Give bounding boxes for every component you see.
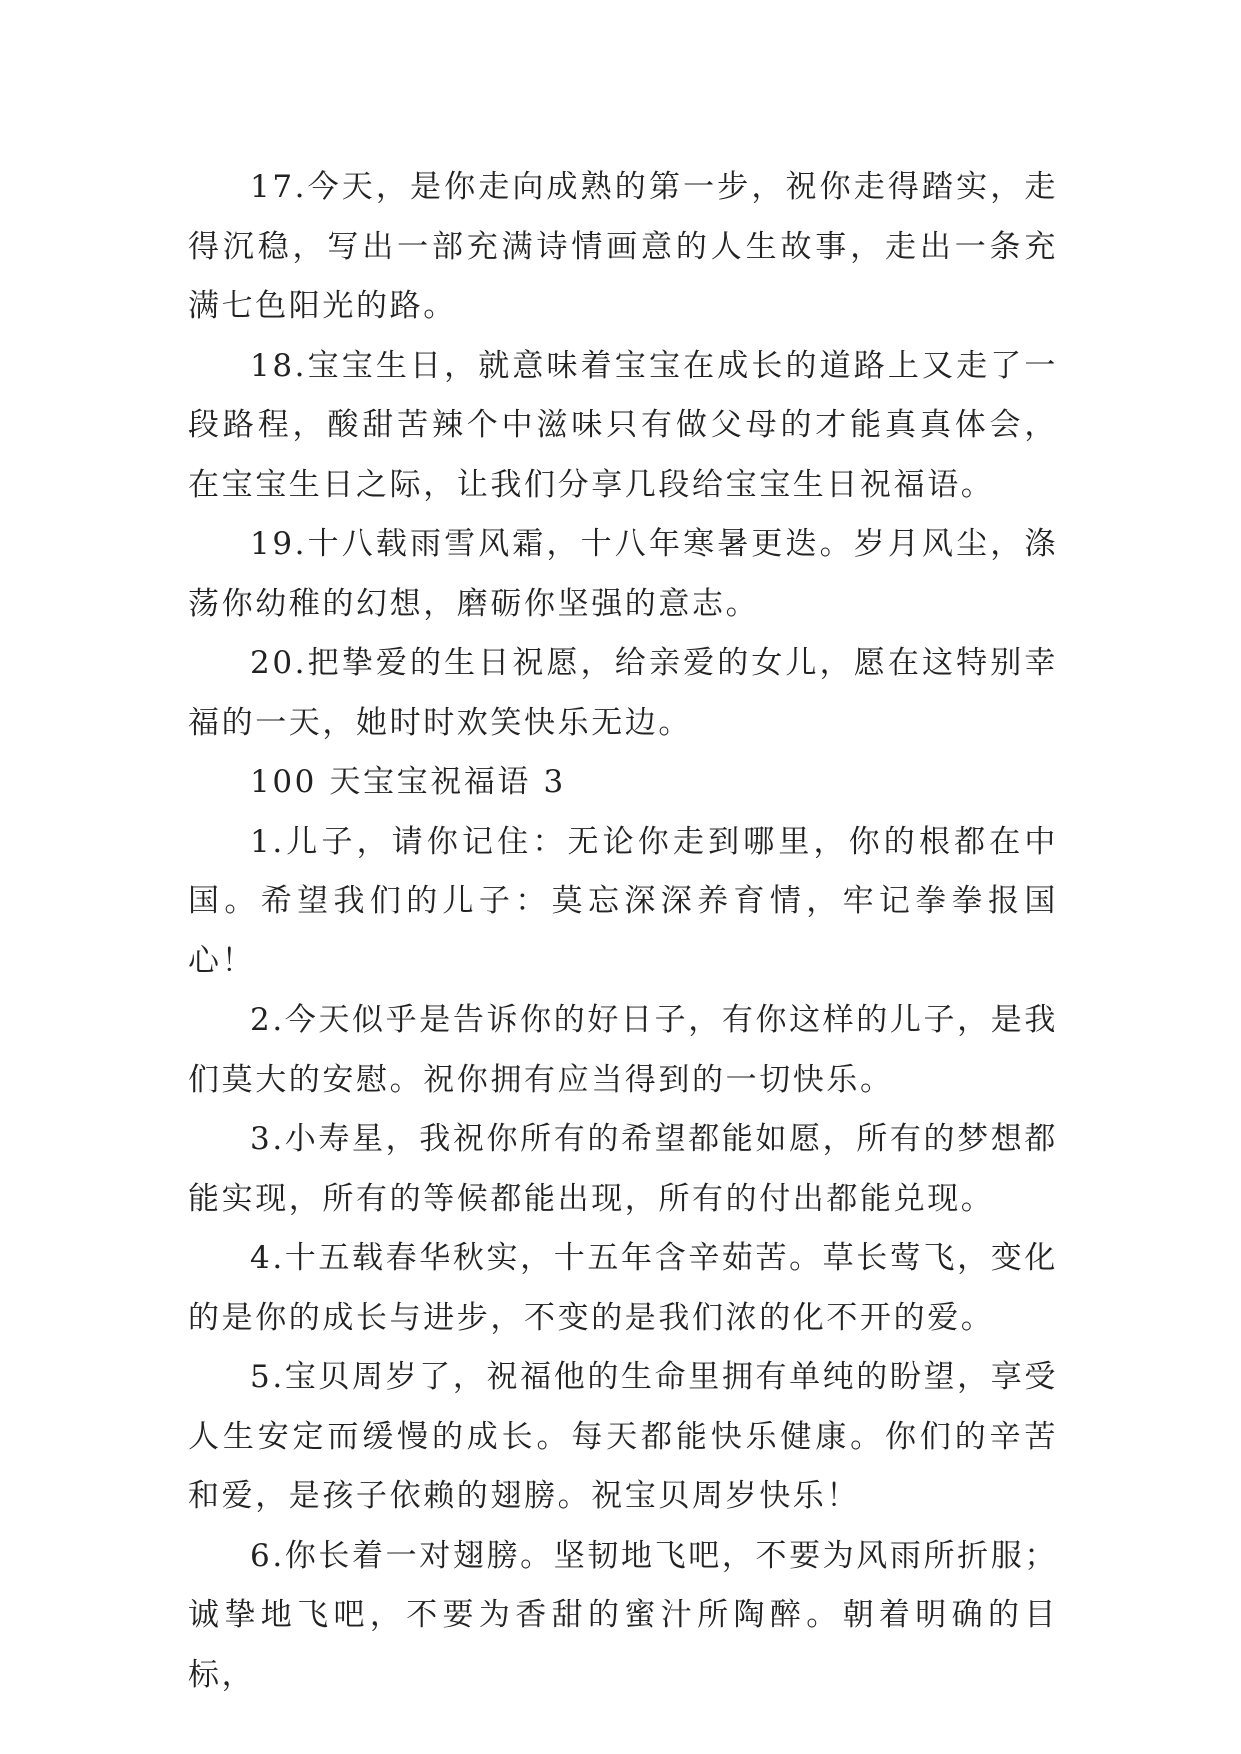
paragraph-17: 17.今天，是你走向成熟的第一步，祝你走得踏实，走得沉稳，写出一部充满诗情画意的人生故事，走出一条充满七色阳光的路。 <box>188 169 1058 324</box>
document-body <box>188 158 1058 1705</box>
paragraph-6: 6.你长着一对翅膀。坚韧地飞吧，不要为风雨所折服；诚挚地飞吧，不要为香甜的蜜汁所陶醉。朝着明确的目标， <box>188 1537 1058 1693</box>
paragraph-5: 5.宝贝周岁了，祝福他的生命里拥有单纯的盼望，享受人生安定而缓慢的成长。每天都能快乐健康。你们的辛苦和爱，是孩子依赖的翅膀。祝宝贝周岁快乐！ <box>188 1359 1058 1514</box>
paragraph-19: 19.十八载雨雪风霜，十八年寒暑更迭。岁月风尘，涤荡你幼稚的幻想，磨砺你坚强的意志。 <box>188 526 1058 622</box>
paragraph-3: 3.小寿星，我祝你所有的希望都能如愿，所有的梦想都能实现，所有的等候都能出现，所有的付出都能兑现。 <box>188 1121 1058 1217</box>
section-heading: 100 天宝宝祝福语 3 <box>250 764 566 800</box>
paragraph-1: 1.儿子，请你记住：无论你走到哪里，你的根都在中国。希望我们的儿子：莫忘深深养育情，牢记拳拳报国心！ <box>188 823 1058 979</box>
paragraph-2: 2.今天似乎是告诉你的好日子，有你这样的儿子，是我们莫大的安慰。祝你拥有应当得到的一切快乐。 <box>188 1002 1058 1098</box>
paragraph-20: 20.把挚爱的生日祝愿，给亲爱的女儿，愿在这特别幸福的一天，她时时欢笑快乐无边。 <box>188 645 1058 741</box>
paragraph-4: 4.十五载春华秋实，十五年含辛茹苦。草长莺飞，变化的是你的成长与进步，不变的是我们浓的化不开的爱。 <box>188 1240 1058 1336</box>
paragraph-18: 18.宝宝生日，就意味着宝宝在成长的道路上又走了一段路程，酸甜苦辣个中滋味只有做父母的才能真真体会，在宝宝生日之际，让我们分享几段给宝宝生日祝福语。 <box>188 347 1058 503</box>
